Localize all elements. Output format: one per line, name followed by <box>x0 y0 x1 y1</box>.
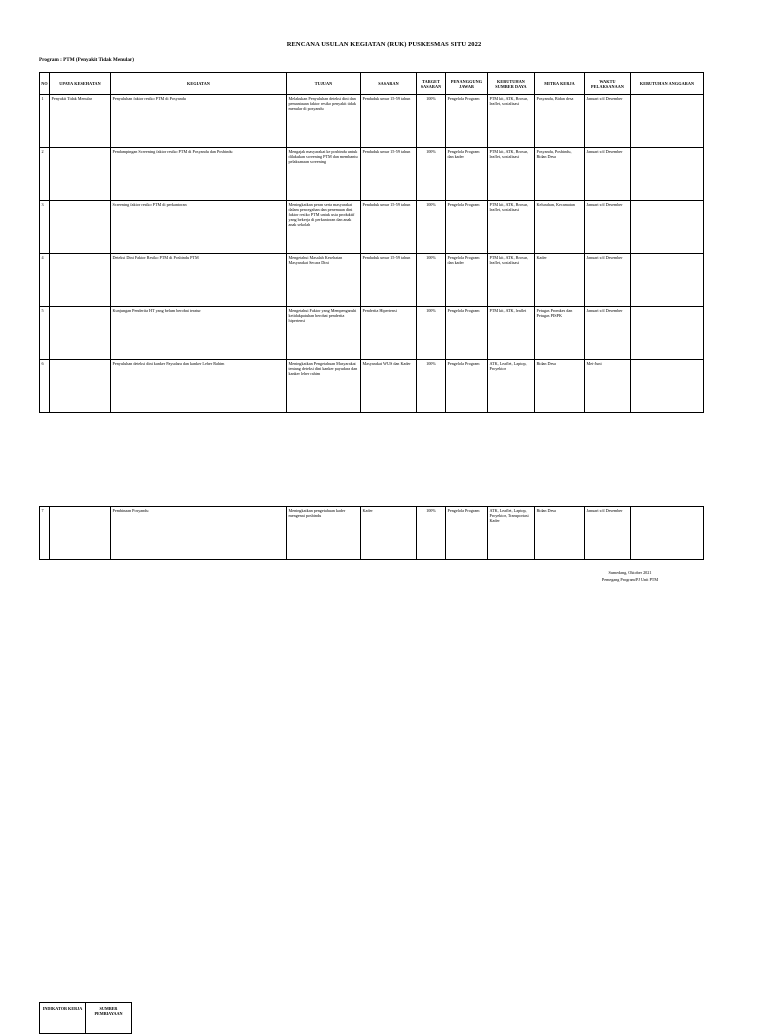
cell-tujuan: Meningkatkan pengetahuan kader mengenai posbindu <box>287 507 361 560</box>
cell-waktu: Januari s/d Desember <box>585 307 631 360</box>
cell-anggaran <box>631 201 704 254</box>
cell-penanggung-jawab: Pengelola Program <box>446 360 488 413</box>
cell-no: 4 <box>40 254 50 307</box>
cell-mitra: Kader <box>535 254 585 307</box>
ruk-table <box>39 72 704 413</box>
cell-kegiatan: Pembinaan Posyandu <box>111 507 287 560</box>
cell-sasaran: Penduduk umur 15-59 tahun <box>361 254 417 307</box>
header-penanggung-jawab: PENANGGUNG JAWAB <box>446 73 488 95</box>
header-kebutuhan-anggaran: KEBUTUHAN ANGGARAN <box>631 73 704 95</box>
cell-no: 3 <box>40 201 50 254</box>
cell-anggaran <box>631 95 704 148</box>
cell-sumber-daya: PTM kit, ATK, Brosur, leaflet, sosialisasi <box>488 95 535 148</box>
header-sasaran: SASARAN <box>361 73 417 95</box>
cell-kegiatan: Screening faktor resiko PTM di perkantoran <box>111 201 287 254</box>
cell-target: 100% <box>417 307 446 360</box>
cell-sumber-daya: ATK, Leaflet, Laptop, Proyektor <box>488 360 535 413</box>
cell-anggaran <box>631 307 704 360</box>
table-row <box>40 507 704 560</box>
cell-waktu: Januari s/d Desember <box>585 201 631 254</box>
cell-mitra: Petugas Promkes dan Petugas PISPK <box>535 307 585 360</box>
cell-target: 100% <box>417 360 446 413</box>
header-mitra-kerja: MITRA KERJA <box>535 73 585 95</box>
table-header-row <box>40 73 704 95</box>
cell-no: 5 <box>40 307 50 360</box>
table-row <box>40 360 704 413</box>
cell-anggaran <box>631 254 704 307</box>
table-row <box>40 254 704 307</box>
program-label: Program : PTM (Penyakit Tidak Menular) <box>39 57 134 63</box>
cell-sasaran: Penduduk umur 15-59 tahun <box>361 201 417 254</box>
cell-no: 6 <box>40 360 50 413</box>
cell-target: 100% <box>417 507 446 560</box>
cell-upaya <box>50 507 111 560</box>
cell-sumber-daya: PTM kit, ATK, leaflet <box>488 307 535 360</box>
cell-sasaran: Penduduk umur 15-59 tahun <box>361 95 417 148</box>
footer-table <box>39 1002 132 1034</box>
cell-penanggung-jawab: Pengelola Program dan kader <box>446 148 488 201</box>
cell-kegiatan: Pendampingan Screening faktor resiko PTM di Posyandu dan Posbindu <box>111 148 287 201</box>
cell-target: 100% <box>417 254 446 307</box>
cell-waktu: Mei-Juni <box>585 360 631 413</box>
cell-anggaran <box>631 360 704 413</box>
cell-upaya <box>50 360 111 413</box>
cell-sasaran: Masyarakat WUS dan Kader <box>361 360 417 413</box>
cell-upaya <box>50 148 111 201</box>
cell-penanggung-jawab: Pengelola Program <box>446 201 488 254</box>
footer-indikator-kerja: INDIKATOR KERJA <box>40 1003 86 1034</box>
cell-target: 100% <box>417 95 446 148</box>
cell-anggaran <box>631 148 704 201</box>
cell-tujuan: Meningkatkan Pengetahuan Masyarakat tentang deteksi dini kanker payudara dan kanker leher rahim <box>287 360 361 413</box>
footer-sumber-pembiayaan: SUMBER PEMBIAYAAN <box>86 1003 132 1034</box>
cell-target: 100% <box>417 148 446 201</box>
cell-upaya <box>50 201 111 254</box>
cell-tujuan: Meningkatkan peran serta masyarakat dalam pencegahan dan penemuan dini faktor resiko PTM untuk usia produktif yang bekerja di perkantoran dan anak anak sekolah <box>287 201 361 254</box>
cell-waktu: Januari s/d Desember <box>585 254 631 307</box>
cell-sumber-daya: PTM kit, ATK, Brosur, leaflet, sosialisasi <box>488 201 535 254</box>
cell-mitra: Bidan Desa <box>535 507 585 560</box>
cell-sasaran: Penderita Hipertensi <box>361 307 417 360</box>
cell-sumber-daya: PTM kit, ATK, Brosur, leaflet, sosialisasi <box>488 254 535 307</box>
cell-sumber-daya: ATK, Leaflet, Laptop, Proyektor, Transportasi Kader <box>488 507 535 560</box>
footer-row <box>40 1003 132 1034</box>
cell-target: 100% <box>417 201 446 254</box>
cell-kegiatan: Kunjungan Penderita HT yang belum berobat teratur <box>111 307 287 360</box>
cell-sasaran: Penduduk umur 15-59 tahun <box>361 148 417 201</box>
signature-role: Pemegang Program/PJ Unit PTM <box>601 577 659 582</box>
cell-kegiatan: Penyuluhan faktor resiko PTM di Posyandu <box>111 95 287 148</box>
cell-mitra: Kelurahan, Kecamatan <box>535 201 585 254</box>
cell-penanggung-jawab: Pengelola Program <box>446 507 488 560</box>
table-row <box>40 307 704 360</box>
cell-waktu: Januari s/d Desember <box>585 95 631 148</box>
cell-sumber-daya: PTM kit, ATK, Brosur, leaflet, sosialisasi <box>488 148 535 201</box>
signature-place-date: Sumedang, Oktober 2021 <box>608 570 652 575</box>
header-kebutuhan-sumber-daya: KEBUTUHAN SUMBER DAYA <box>488 73 535 95</box>
cell-tujuan: Mengetahui Masalah Kesehatan Masyarakat Secara Dini <box>287 254 361 307</box>
header-tujuan: TUJUAN <box>287 73 361 95</box>
cell-mitra: Posyandu, Bidan desa <box>535 95 585 148</box>
cell-upaya <box>50 254 111 307</box>
cell-waktu: Januari s/d Desember <box>585 148 631 201</box>
cell-kegiatan: Deteksi Dini Faktor Resiko PTM di Posbindu PTM <box>111 254 287 307</box>
header-waktu-pelaksanaan: WAKTU PELAKSANAAN <box>585 73 631 95</box>
cell-penanggung-jawab: Pengelola Program <box>446 307 488 360</box>
cell-tujuan: Mengetahui Faktor yang Mempengaruhi ketidakpatuhan berobat penderita hipertensi <box>287 307 361 360</box>
cell-mitra: Posyandu, Posbindu, Bidan Desa <box>535 148 585 201</box>
cell-no: 2 <box>40 148 50 201</box>
cell-penanggung-jawab: Pengelola Program <box>446 95 488 148</box>
cell-tujuan: Melakukan Penyuluhan deteksi dini dan pemantauan faktor resiko penyakit tidak menular di posyandu <box>287 95 361 148</box>
table-row <box>40 95 704 148</box>
ruk-table-continued <box>39 506 704 560</box>
cell-no: 1 <box>40 95 50 148</box>
document-title: RENCANA USULAN KEGIATAN (RUK) PUSKESMAS SITU 2022 <box>286 41 482 48</box>
cell-upaya <box>50 307 111 360</box>
cell-waktu: Januari s/d Desember <box>585 507 631 560</box>
cell-sasaran: Kader <box>361 507 417 560</box>
header-no: NO <box>40 73 50 95</box>
cell-kegiatan: Penyuluhan deteksi dini kanker Payudara dan kanker Leher Rahim <box>111 360 287 413</box>
header-target-sasaran: TARGET SASARAN <box>417 73 446 95</box>
header-upaya-kesehatan: UPAYA KESEHATAN <box>50 73 111 95</box>
table-row <box>40 201 704 254</box>
cell-tujuan: Mengajak masyarakat ke posbindu untuk dilakukan screening PTM dan membantu pelaksanaan screening <box>287 148 361 201</box>
cell-anggaran <box>631 507 704 560</box>
header-kegiatan: KEGIATAN <box>111 73 287 95</box>
cell-mitra: Bidan Desa <box>535 360 585 413</box>
cell-no: 7 <box>40 507 50 560</box>
table-row <box>40 148 704 201</box>
cell-penanggung-jawab: Pengelola Program dan kader <box>446 254 488 307</box>
cell-upaya: Penyakit Tidak Menular <box>50 95 111 148</box>
